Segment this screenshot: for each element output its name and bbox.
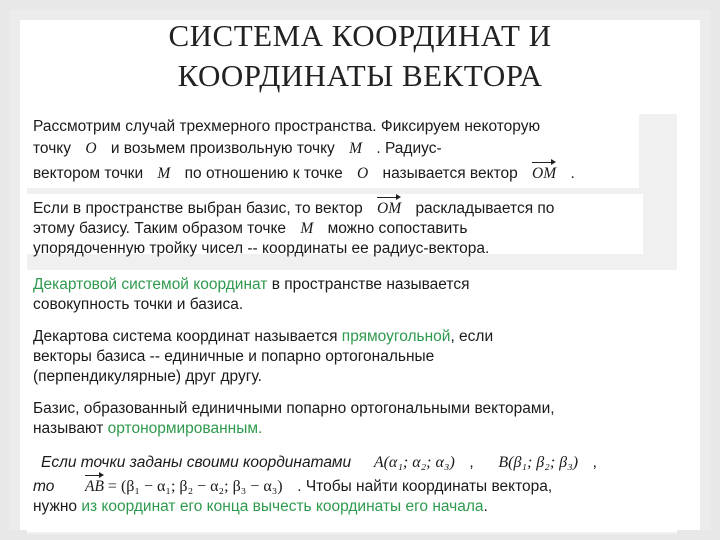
text-line bbox=[33, 198, 554, 219]
text: . Чтобы найти координаты вектора, bbox=[297, 478, 553, 495]
text: по отношению к точке bbox=[184, 165, 343, 182]
text: Рассмотрим случай трехмерного пространства. Фиксируем некоторую bbox=[33, 118, 541, 135]
title-line-1: СИСТЕМА КООРДИНАТ И bbox=[168, 18, 552, 53]
term-rectangular: прямоугольной bbox=[341, 328, 451, 345]
term-cartesian-system: Декартовой системой координат bbox=[33, 276, 268, 293]
text: . bbox=[570, 165, 575, 182]
point-m: M bbox=[300, 220, 314, 237]
slide-title bbox=[0, 16, 720, 96]
text-line bbox=[33, 398, 555, 419]
text-line bbox=[33, 326, 493, 347]
text: векторы базиса -- единичные и попарно ортогональные bbox=[33, 348, 435, 365]
vector-om: OM bbox=[377, 200, 402, 217]
text: , bbox=[592, 454, 597, 471]
point-m: M bbox=[157, 165, 171, 182]
text-line bbox=[33, 238, 489, 259]
text: . Радиус- bbox=[376, 140, 442, 157]
text: . bbox=[483, 498, 488, 515]
text: называют bbox=[33, 420, 108, 437]
text: и возьмем произвольную точку bbox=[110, 140, 335, 157]
text-line bbox=[33, 366, 262, 387]
radius-vector-block bbox=[27, 114, 639, 188]
formula-line bbox=[33, 476, 552, 497]
content-area bbox=[27, 114, 677, 534]
text: Декартова система координат называется bbox=[33, 328, 342, 345]
vector-om: OM bbox=[532, 165, 557, 182]
text: раскладывается по bbox=[415, 200, 555, 217]
text-line bbox=[33, 218, 467, 239]
text: упорядоченную тройку чисел -- координаты ее радиус-вектора. bbox=[33, 240, 490, 257]
text: вектором точки bbox=[33, 165, 144, 182]
text-line bbox=[33, 163, 575, 184]
text-line bbox=[33, 496, 488, 517]
text: , bbox=[469, 454, 474, 471]
text-line bbox=[33, 418, 262, 439]
text: Если в пространстве выбран базис, то вектор bbox=[33, 200, 363, 217]
text: Базис, образованный единичными попарно ортогональными векторами, bbox=[33, 400, 555, 417]
text: в пространстве называется bbox=[267, 276, 470, 293]
text-line bbox=[33, 274, 469, 295]
point-o: O bbox=[357, 165, 369, 182]
definitions-block bbox=[27, 270, 677, 532]
title-line-2: КООРДИНАТЫ ВЕКТОРА bbox=[177, 58, 543, 93]
rule-highlight: из координат его конца вычесть координаты его начала bbox=[81, 498, 484, 515]
text-line bbox=[33, 294, 243, 315]
text: называется вектор bbox=[382, 165, 518, 182]
point-m: M bbox=[349, 140, 363, 157]
text: можно сопоставить bbox=[327, 220, 468, 237]
text: Если точки заданы своими координатами bbox=[41, 454, 352, 471]
text-line bbox=[33, 138, 442, 159]
term-orthonormal: ортонормированным. bbox=[107, 420, 263, 437]
formula-line bbox=[41, 452, 597, 473]
point-o: O bbox=[85, 140, 97, 157]
text: , если bbox=[450, 328, 494, 345]
text: этому базису. Таким образом точке bbox=[33, 220, 287, 237]
vector-ab-formula: = (β₁ − α₁; β₂ − α₂; β₃ − α₃) bbox=[103, 478, 283, 495]
text: точку bbox=[33, 140, 71, 157]
point-a-coords: A(α₁; α₂; α₃) bbox=[373, 454, 455, 471]
basis-decomposition-block bbox=[27, 194, 643, 257]
text-line bbox=[33, 116, 540, 137]
text: то bbox=[33, 478, 55, 495]
text: (перпендикулярные) друг другу. bbox=[33, 368, 262, 385]
vector-ab: AB bbox=[84, 478, 104, 495]
text-line bbox=[33, 346, 434, 367]
text: совокупность точки и базиса. bbox=[33, 296, 244, 313]
point-b-coords: B(β₁; β₂; β₃) bbox=[498, 454, 579, 471]
text: нужно bbox=[33, 498, 82, 515]
